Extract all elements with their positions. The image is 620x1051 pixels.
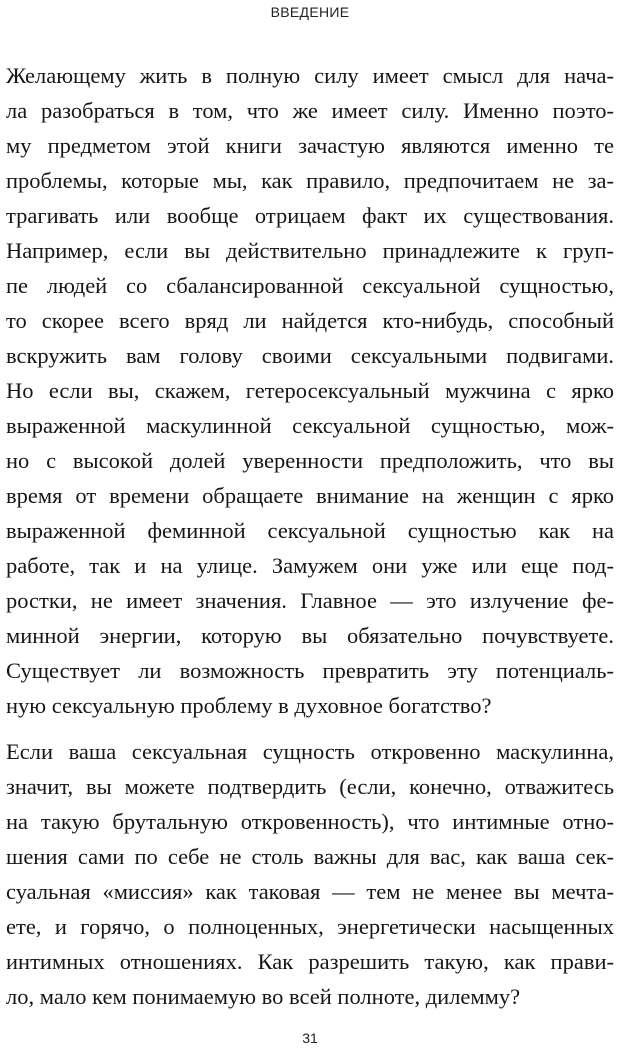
text-line: на такую брутальную откровенность), что интимные отно- [6,809,614,834]
text-line: значит, вы можете подтвердить (если, конечно, отважитесь [6,774,614,799]
running-header: ВВЕДЕНИЕ [270,4,350,20]
text-line: ла разобраться в том, что же имеет силу. Именно поэто- [6,98,614,123]
text-line: Но если вы, скажем, гетеросексуальный мужчина с ярко [6,378,614,403]
text-line: трагивать или вообще отрицаем факт их существования. [6,203,614,228]
text-line: ете, и горячо, о полноценных, энергетически насыщенных [6,914,614,939]
text-line: ло, мало кем понимаемую во всей полноте, дилемму? [6,984,521,1009]
paragraph-1 [6,58,614,723]
text-line: суальная «миссия» как таковая — тем не менее вы мечта- [6,879,614,904]
text-line: му предметом этой книги зачастую являются именно те [6,133,614,158]
text-line: ную сексуальную проблему в духовное богатство? [6,693,492,718]
text-line: время от времени обращаете внимание на женщин с ярко [6,483,614,508]
text-line: пе людей со сбалансированной сексуальной сущностью, [6,273,614,298]
text-line: то скорее всего вряд ли найдется кто-нибудь, способный [6,308,614,333]
text-line: интимных отношениях. Как разрешить такую, как прави- [6,949,614,974]
text-line: но с высокой долей уверенности предположить, что вы [6,448,614,473]
text-line: Если ваша сексуальная сущность откровенно маскулинна, [6,739,614,764]
text-line: проблемы, которые мы, как правило, предпочитаем не за- [6,168,614,193]
text-line: выраженной феминной сексуальной сущностью как на [6,518,614,543]
text-line: вскружить вам голову своими сексуальными подвигами. [6,343,614,368]
text-line: Существует ли возможность превратить эту потенциаль- [6,658,614,683]
text-line: Например, если вы действительно принадлежите к груп- [6,238,614,263]
text-line: ростки, не имеет значения. Главное — это излучение фе- [6,588,614,613]
text-line: работе, так и на улице. Замужем они уже или еще под- [6,553,614,578]
page-body [6,58,614,1014]
paragraph-2 [6,734,614,1014]
page-number: 31 [302,1030,318,1046]
text-line: минной энергии, которую вы обязательно почувствуете. [6,623,614,648]
text-line: выраженной маскулинной сексуальной сущностью, мож- [6,413,614,438]
text-line: Желающему жить в полную силу имеет смысл для нача- [6,63,614,88]
text-line: шения сами по себе не столь важны для вас, как ваша сек- [6,844,614,869]
